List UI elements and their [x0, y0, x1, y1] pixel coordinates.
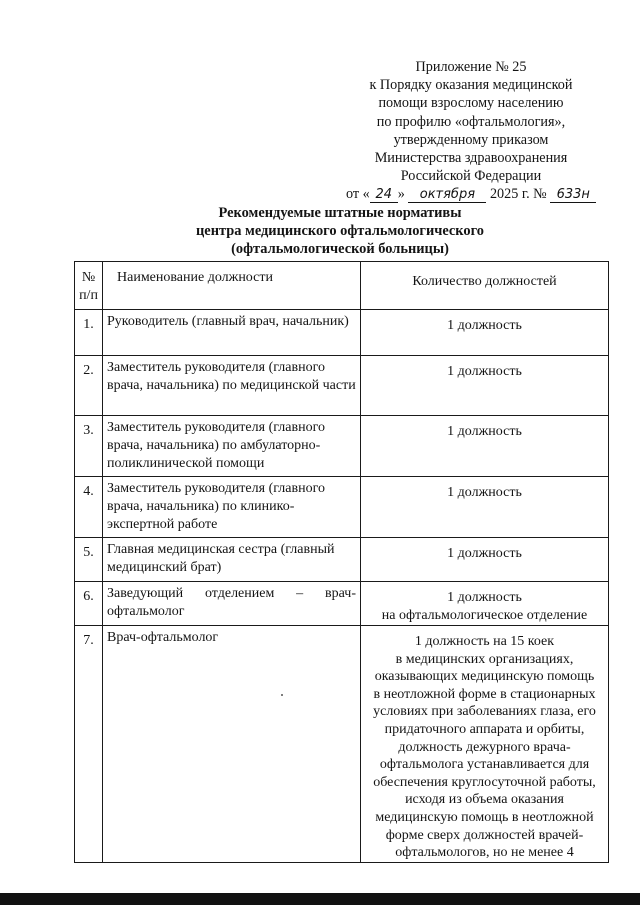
row-number: 6.: [75, 582, 103, 626]
appendix-line: помощи взрослому населению: [378, 95, 564, 112]
appendix-line: Российской Федерации: [400, 168, 542, 185]
quantity-line: медицинскую помощь в неотложной: [375, 809, 594, 825]
quantity-line: исходя из объема оказания: [405, 792, 564, 808]
scan-dust-mark: [281, 694, 283, 696]
header-number: № п/п: [75, 262, 103, 310]
table-row: [75, 477, 609, 538]
position-name-line: офтальмолог: [107, 604, 185, 619]
title-line: (офтальмологической больницы): [231, 241, 449, 257]
appendix-line: Министерства здравоохранения: [374, 150, 568, 167]
row-quantity: 1 должность: [361, 538, 609, 582]
quantity-line: 1 должность: [447, 590, 522, 605]
quantity-line: в неотложной форме в стационарных: [373, 686, 596, 702]
date-prefix: от «: [346, 186, 370, 203]
appendix-line: к Порядку оказания медицинской: [369, 77, 573, 94]
row-position-name: [103, 582, 361, 626]
appendix-line: утвержденному приказом: [393, 131, 549, 148]
row-number: 3.: [75, 416, 103, 477]
quantity-line: должность дежурного врача-: [398, 739, 571, 755]
table-row: [75, 582, 609, 626]
quantity-line: придаточного аппарата и орбиты,: [384, 721, 585, 737]
quantity-line: обеспечения круглосуточной работы,: [373, 774, 596, 790]
quantity-line: на офтальмологическое отделение: [381, 608, 588, 623]
staffing-table: [74, 261, 609, 863]
position-name-line: Заведующий отделением – врач-: [107, 586, 356, 601]
header-position-name: Наименование должности: [103, 262, 361, 310]
document-title: [90, 204, 590, 258]
table-row: [75, 626, 609, 863]
row-position-name: Заместитель руководителя (главного врача, начальника) по медицинской части: [103, 356, 361, 416]
row-quantity: [361, 582, 609, 626]
quantity-line: офтальмолога устанавливается для: [379, 757, 590, 773]
quantity-line: в медицинских организациях,: [395, 651, 574, 667]
row-position-name: Главная медицинская сестра (главный медицинский брат): [103, 538, 361, 582]
title-line: Рекомендуемые штатные нормативы: [218, 205, 462, 221]
handwritten-day: 24: [370, 188, 398, 203]
date-mid: »: [397, 186, 405, 203]
title-line: центра медицинского офтальмологического: [196, 223, 484, 239]
row-position-name: Врач-офтальмолог: [103, 626, 361, 863]
header-quantity: Количество должностей: [361, 262, 609, 310]
handwritten-order-number: 633н: [550, 188, 596, 203]
scan-bottom-edge: [0, 893, 640, 905]
quantity-line: офтальмологов, но не менее 4: [395, 845, 574, 861]
row-number: 1.: [75, 310, 103, 356]
quantity-line: оказывающих медицинскую помощь: [374, 669, 595, 685]
date-year: 2025 г. №: [489, 186, 547, 203]
order-date-line: [346, 185, 596, 203]
table-row: [75, 416, 609, 477]
table-header-row: [75, 262, 609, 310]
row-number: 2.: [75, 356, 103, 416]
table-row: [75, 310, 609, 356]
appendix-header: [346, 58, 596, 204]
row-quantity: 1 должность: [361, 356, 609, 416]
row-number: 7.: [75, 626, 103, 863]
row-quantity: [361, 626, 609, 863]
row-quantity: 1 должность: [361, 310, 609, 356]
row-number: 5.: [75, 538, 103, 582]
appendix-line: по профилю «офтальмология»,: [376, 113, 566, 130]
row-quantity: 1 должность: [361, 477, 609, 538]
quantity-line: условиях при заболеваниях глаза, его: [373, 704, 596, 720]
table-row: [75, 356, 609, 416]
row-number: 4.: [75, 477, 103, 538]
handwritten-month: октября: [408, 188, 486, 203]
row-position-name: Заместитель руководителя (главного врача, начальника) по амбулаторно-поликлинической помощи: [103, 416, 361, 477]
row-position-name: Заместитель руководителя (главного врача, начальника) по клинико-экспертной работе: [103, 477, 361, 538]
quantity-line: 1 должность на 15 коек: [414, 634, 555, 649]
row-quantity: 1 должность: [361, 416, 609, 477]
row-position-name: Руководитель (главный врач, начальник): [103, 310, 361, 356]
appendix-line: Приложение № 25: [415, 59, 527, 75]
table-row: [75, 538, 609, 582]
quantity-line: форме сверх должностей врачей-: [385, 827, 584, 843]
